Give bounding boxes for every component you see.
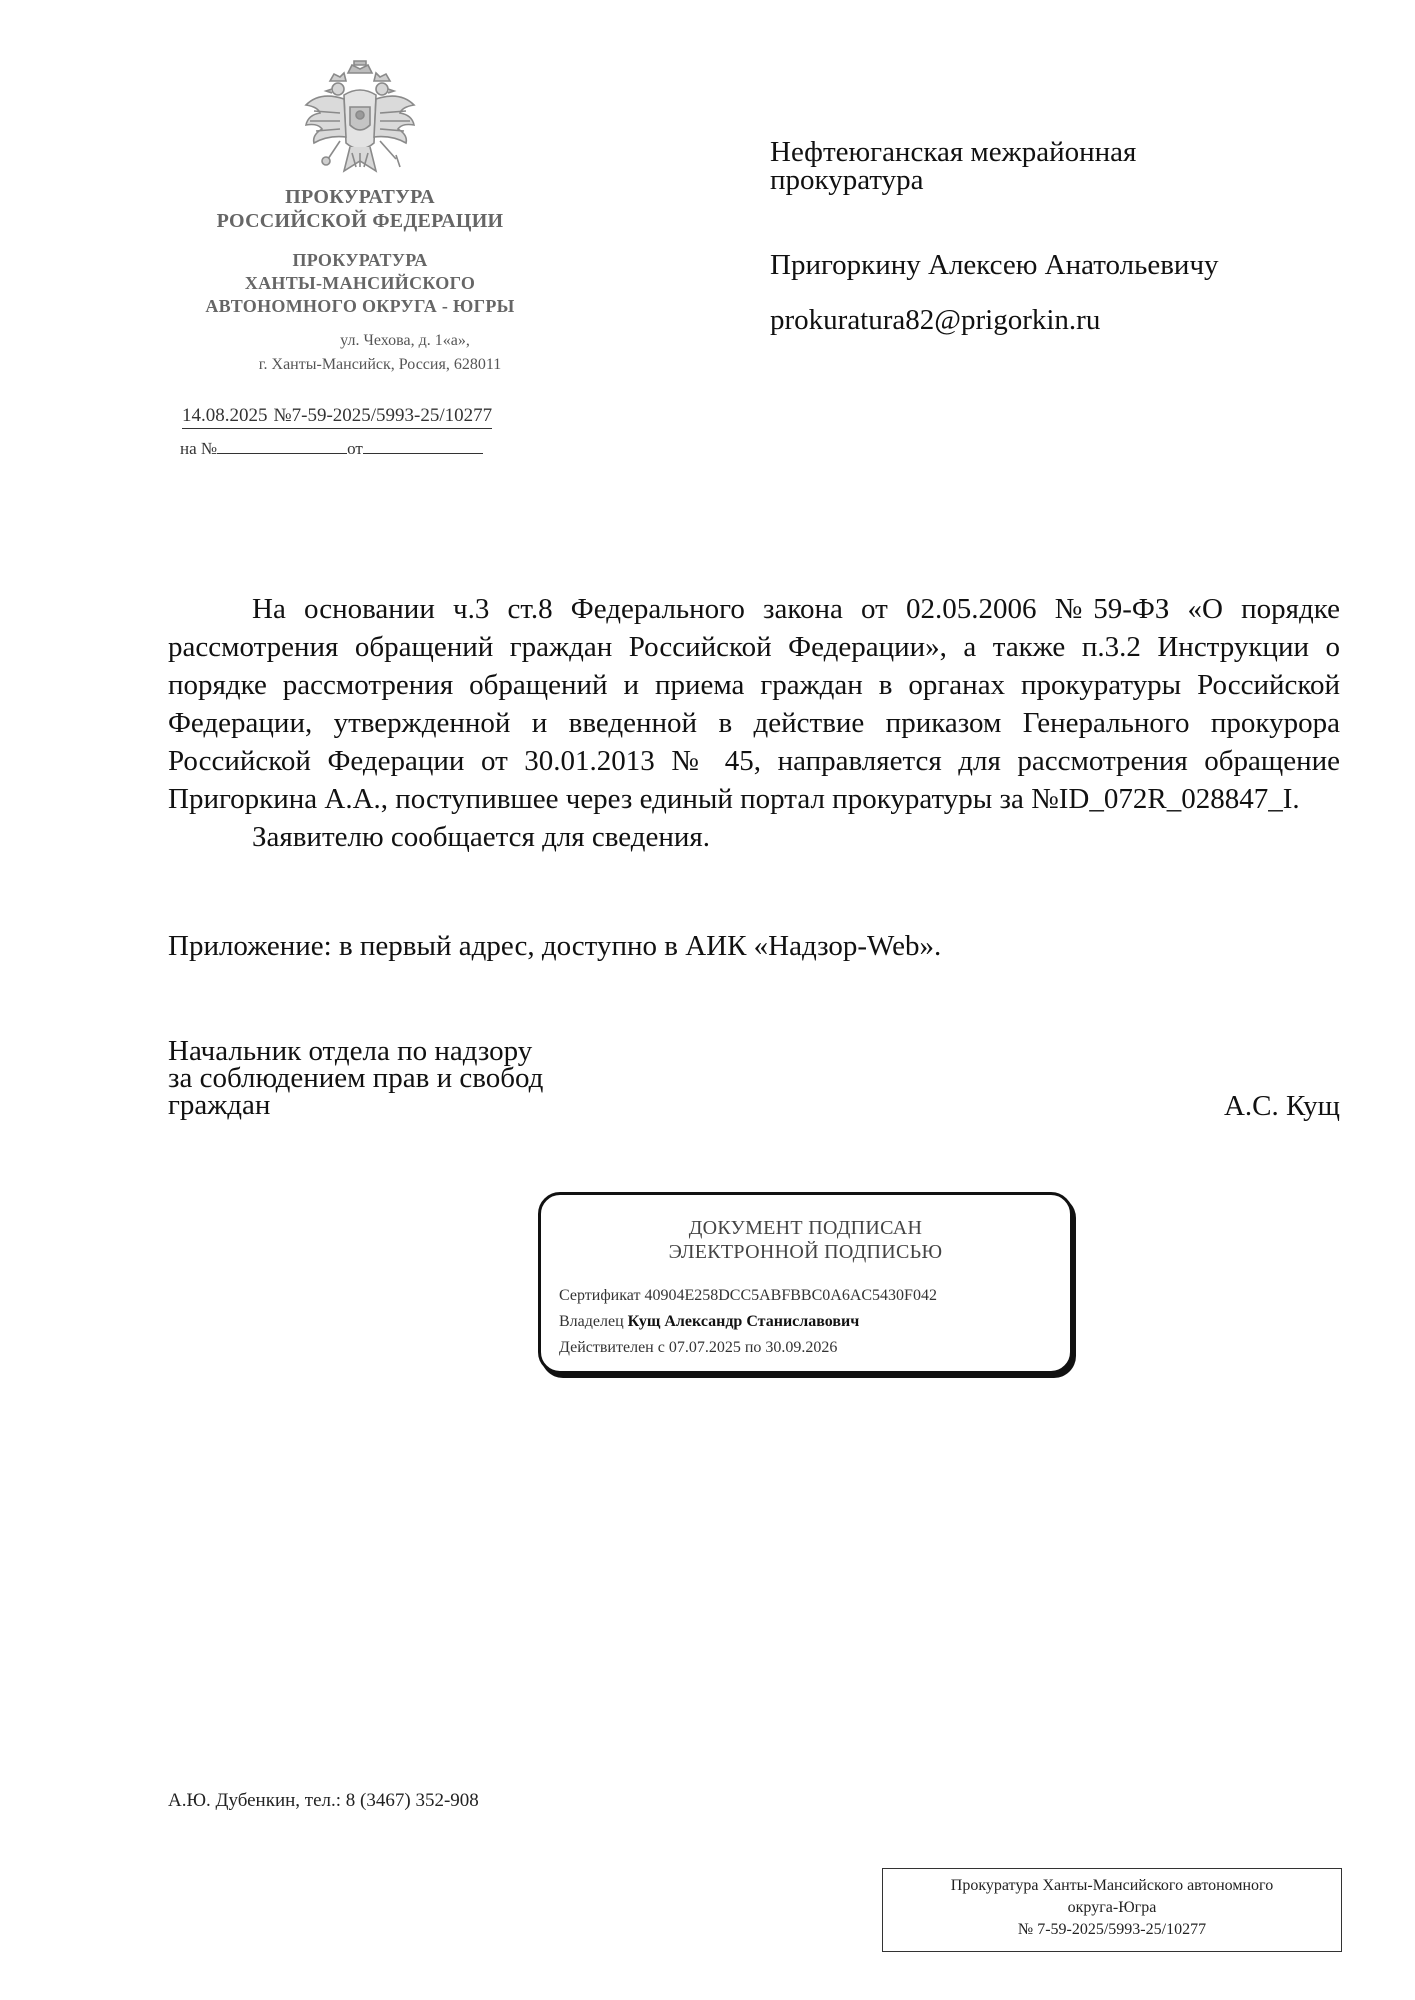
body-paragraph-2: Заявителю сообщается для сведения. bbox=[252, 821, 711, 853]
stamp-title-line1: ДОКУМЕНТ ПОДПИСАН bbox=[688, 1217, 923, 1239]
stamp-certificate-value: 40904E258DCC5ABFBBC0A6AC5430F042 bbox=[644, 1287, 937, 1304]
signer-position-line2: за соблюдением прав и свобод bbox=[168, 1062, 544, 1094]
registration-number: №7-59-2025/5993-25/10277 bbox=[273, 405, 493, 426]
signer-position-line3: граждан bbox=[168, 1089, 271, 1121]
stamp-validity-row bbox=[559, 1339, 837, 1357]
stamp-owner-value: Кущ Александр Станиславович bbox=[627, 1313, 860, 1330]
reference-from: от bbox=[347, 439, 363, 458]
stamp-valid-to-label: по bbox=[744, 1339, 762, 1356]
reference-line bbox=[180, 439, 483, 459]
coat-of-arms-icon bbox=[300, 55, 420, 183]
letterhead-address-line2: г. Ханты-Мансийск, Россия, 628011 bbox=[258, 356, 502, 373]
addressee-org-line1: Нефтеюганская межрайонная bbox=[770, 136, 1137, 168]
stamp-title-line2: ЭЛЕКТРОННОЙ ПОДПИСЬЮ bbox=[668, 1241, 943, 1263]
body-paragraph-1: На основании ч.3 ст.8 Федерального закона от 02.05.2006 №59-ФЗ «О порядке рассмотрения обращений граждан Российской Федерации», а также п.3.2 Инструкции о порядке рассмотрения обращений и приема граждан в органах прокуратуры Российской Федерации, утвержденной и введенной в действие приказом Генерального прокурора Российской Федерации от 30.01.2013 № 45, направляется для рассмотрения обращение Пригоркина А.А., поступившее через единый портал прокуратуры за №ID_072R_028847_I. bbox=[168, 593, 1340, 815]
addressee-email[interactable]: prokuratura82@prigorkin.ru bbox=[770, 304, 1101, 336]
letterhead-suborg-line1: ПРОКУРАТУРА bbox=[292, 250, 428, 270]
letterhead-org-line2: РОССИЙСКОЙ ФЕДЕРАЦИИ bbox=[216, 210, 504, 232]
letter-body bbox=[168, 590, 1340, 856]
addressee-person: Пригоркину Алексею Анатольевичу bbox=[770, 249, 1219, 281]
registration-line bbox=[182, 405, 492, 429]
letterhead-suborg-line2: ХАНТЫ-МАНСИЙСКОГО bbox=[244, 273, 476, 293]
stamp-certificate-row bbox=[559, 1287, 937, 1305]
reg-stamp-line3: № 7-59-2025/5993-25/10277 bbox=[1017, 1921, 1207, 1938]
stamp-valid-to: 30.09.2026 bbox=[765, 1339, 838, 1356]
registration-stamp bbox=[882, 1868, 1342, 1952]
addressee-org-line2: прокуратура bbox=[770, 164, 924, 196]
signer-name: А.С. Кущ bbox=[1223, 1090, 1340, 1122]
stamp-valid-from: 07.07.2025 bbox=[668, 1339, 741, 1356]
executor-contact: А.Ю. Дубенкин, тел.: 8 (3467) 352-908 bbox=[168, 1790, 479, 1811]
reg-stamp-line2: округа-Югра bbox=[1067, 1899, 1157, 1916]
attachment-note: Приложение: в первый адрес, доступно в АИК «Надзор-Web». bbox=[168, 930, 942, 962]
letterhead-address-line1: ул. Чехова, д. 1«а», bbox=[340, 332, 470, 349]
letterhead-org-line1: ПРОКУРАТУРА bbox=[285, 186, 435, 208]
letterhead-suborg-line3: АВТОНОМНОГО ОКРУГА - ЮГРЫ bbox=[205, 296, 515, 316]
stamp-owner-label: Владелец bbox=[559, 1313, 624, 1330]
stamp-valid-label: Действителен с bbox=[559, 1339, 665, 1356]
reference-prefix: на № bbox=[180, 439, 218, 458]
reg-stamp-line1: Прокуратура Ханты-Мансийского автономного bbox=[950, 1877, 1274, 1894]
e-signature-stamp bbox=[538, 1192, 1073, 1374]
registration-date: 14.08.2025 bbox=[182, 405, 268, 426]
signer-position-line1: Начальник отдела по надзору bbox=[168, 1035, 533, 1067]
stamp-certificate-label: Сертификат bbox=[559, 1287, 641, 1304]
stamp-owner-row bbox=[559, 1313, 859, 1331]
